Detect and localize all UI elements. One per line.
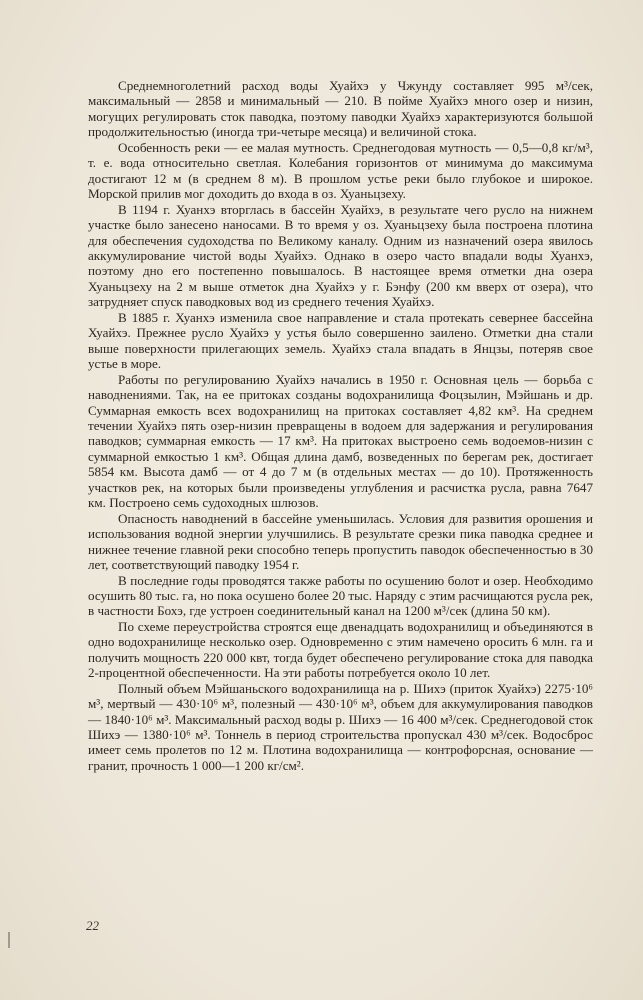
paragraph: Опасность наводнений в бассейне уменьшилась. Условия для развития орошения и использования водной энергии улучшились. В результате срезки пика паводка среднее и нижнее течение главной реки способно теперь пропустить паводок обеспеченностью в 30 лет, соответствующий паводку 1954 г. bbox=[88, 510, 593, 573]
paragraph: В 1194 г. Хуанхэ вторглась в бассейн Хуайхэ, в результате чего русло на нижнем участке было занесено наносами. В то время у оз. Хуаньцзеху была построена плотина для обеспечения судоходства по Великому каналу. Одним из назначений озера явилось аккумулирование чистой воды Хуайхэ. Однако в озеро часто впадали воды Хуанхэ, поэтому дно его постепенно повышалось. В настоящее время отметки дна озера Хуаньцзеху на 2 м выше отметок дна Хуайхэ у г. Бэнфу (200 км вверх от озера), что затрудняет спуск паводковых вод из среднего течения Хуайхэ. bbox=[88, 201, 593, 310]
text-column bbox=[88, 78, 593, 773]
paragraph: По схеме переустройства строятся еще двенадцать водохранилищ и объединяются в одно водохранилище несколько озер. Одновременно с этим намечено оросить 6 млн. га и получить мощность 220 000 квт, тогда будет обеспечено регулирование стока для паводка 2-процентной обеспеченности. На эти работы потребуется около 10 лет. bbox=[88, 618, 593, 681]
paragraph: В последние годы проводятся также работы по осушению болот и озер. Необходимо осушить 80 тыс. га, но пока осушено более 20 тыс. Наряду с этим расчищаются русла рек, в частности Бохэ, где устроен соединительный канал на 1200 м³/сек (длина 50 км). bbox=[88, 572, 593, 619]
paragraph: Особенность реки — ее малая мутность. Среднегодовая мутность — 0,5—0,8 кг/м³, т. е. вода относительно светлая. Колебания горизонтов от минимума до максимума достигают 12 м (в среднем 8 м). В прошлом устье реки было глубокое и широкое. Морской прилив мог доходить до входа в оз. Хуаньцзеху. bbox=[88, 139, 593, 202]
page-number: 22 bbox=[86, 918, 99, 933]
paragraph: Среднемноголетний расход воды Хуайхэ у Чжунду составляет 995 м³/сек, максимальный — 2858 и минимальный — 210. В пойме Хуайхэ много озер и низин, могущих регулировать сток паводка, поэтому паводки Хуайхэ характеризуются большой продолжительностью (иногда три-четыре месяца) и величиной стока. bbox=[88, 78, 593, 140]
paragraph: В 1885 г. Хуанхэ изменила свое направление и стала протекать севернее бассейна Хуайхэ. Прежнее русло Хуайхэ у устья было совершенно заилено. Отметки дна стали выше поверхности прилегающих земель. Хуайхэ стала впадать в Янцзы, потеряв свое устье в море. bbox=[88, 309, 593, 372]
paragraph: Работы по регулированию Хуайхэ начались в 1950 г. Основная цель — борьба с наводнениями. Так, на ее притоках созданы водохранилища Фоцзылин, Мэйшань и др. Суммарная емкость всех водохранилищ на притоках составляет 4,82 км³. На среднем течении Хуайхэ пять озер-низин превращены в водоем для задержания и регулирования паводков; суммарная емкость — 17 км³. На притоках выстроено семь водоемов-низин с суммарной емкостью 1 км³. Общая длина дамб, возведенных по берегам рек, достигает 5854 км. Высота дамб — от 4 до 7 м (в отдельных местах — до 10). Протяженность участков рек, на которых были произведены углубления и расчистка русла, равна 7647 км. Построено семь судоходных шлюзов. bbox=[88, 371, 593, 511]
paragraph: Полный объем Мэйшаньского водохранилища на р. Шихэ (приток Хуайхэ) 2275·10⁶ м³, мертвый — 430·10⁶ м³, полезный — 430·10⁶ м³, объем для аккумулирования паводков — 1840·10⁶ м³. Максимальный расход воды р. Шихэ — 16 400 м³/сек. Среднегодовой сток Шихэ — 1380·10⁶ м³. Тоннель в период строительства пропускал 430 м³/сек. Водосброс имеет семь пролетов по 12 м. Плотина водохранилища — контрофорсная, основание — гранит, прочность 1 000—1 200 кг/см². bbox=[88, 680, 593, 773]
margin-mark bbox=[8, 932, 10, 948]
